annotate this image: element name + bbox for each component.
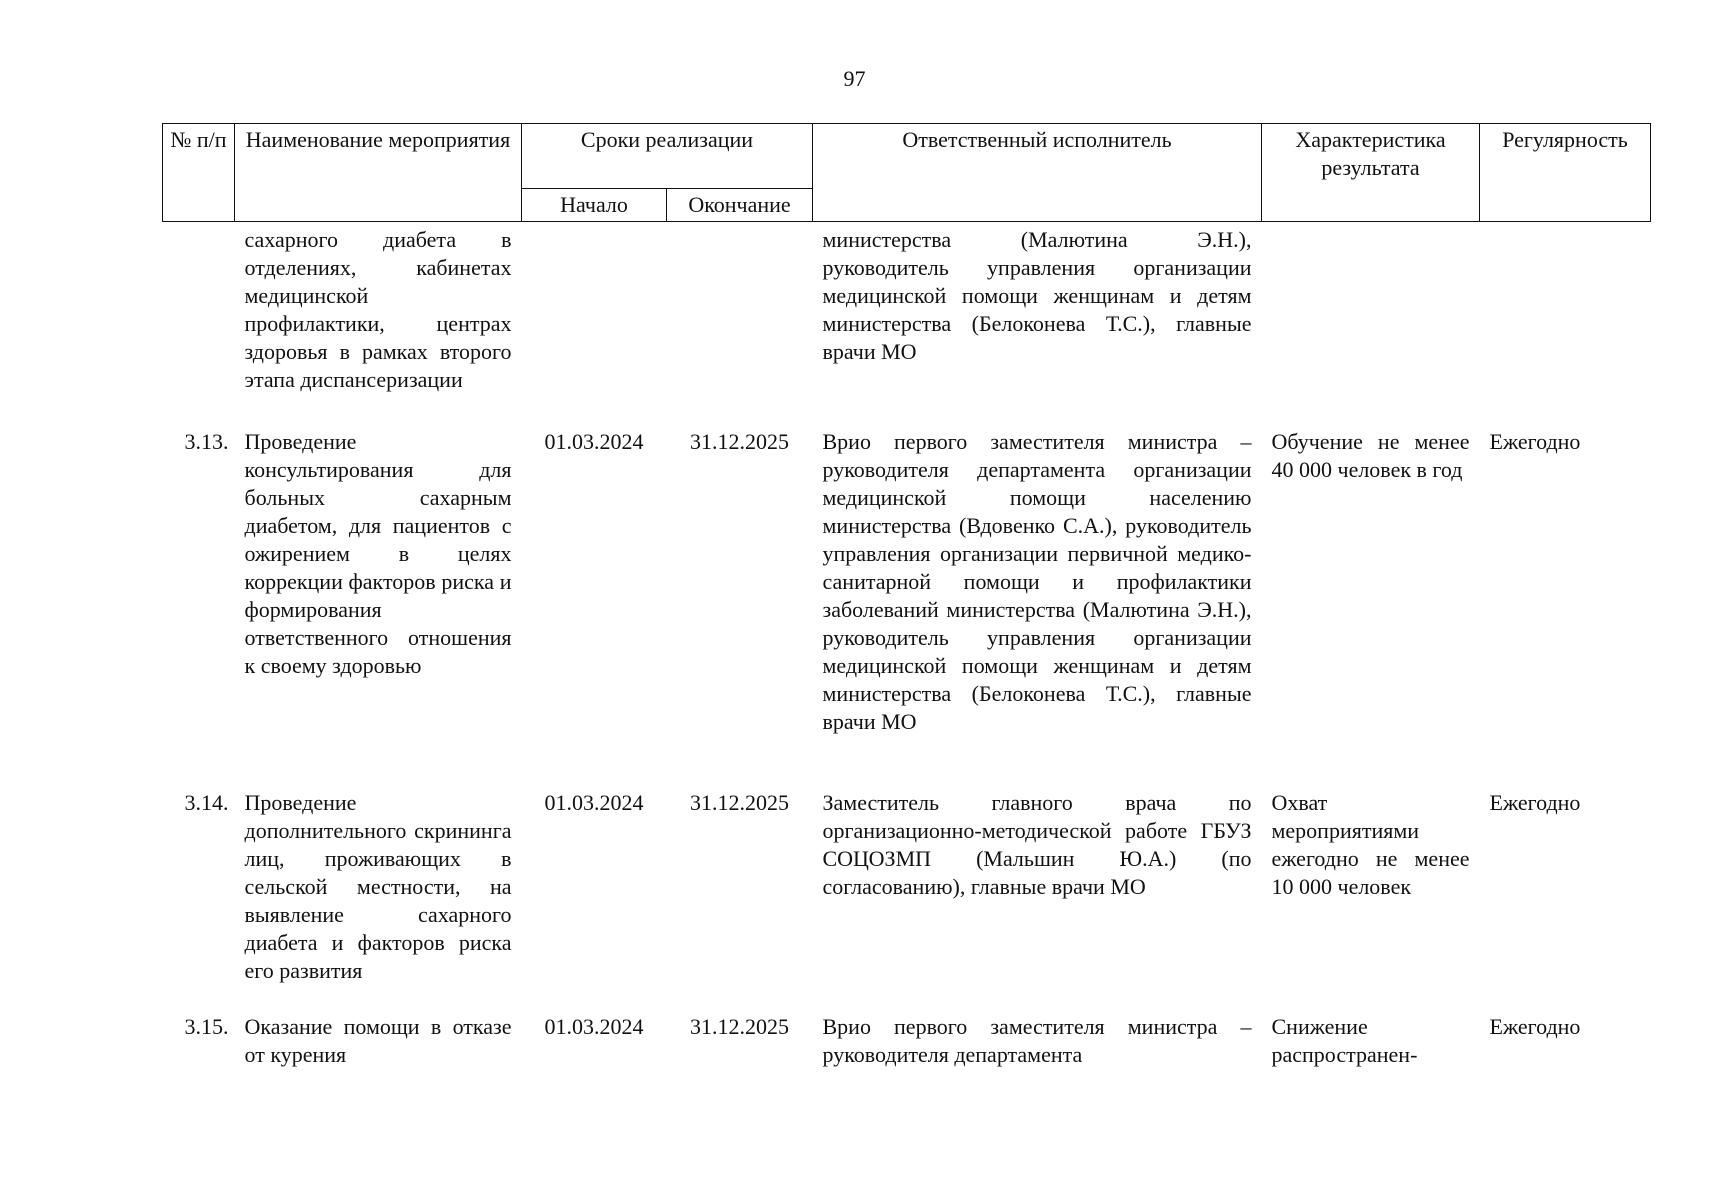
row-name: Проведение дополнительного скрининга лиц, проживающих в сельской местности, на выявление сахарного диабета и факторов риска его развития [244, 790, 512, 983]
row-start: 01.03.2024 [544, 1014, 644, 1039]
row-num [163, 222, 235, 429]
table-row [163, 222, 1651, 429]
table-row [163, 789, 1651, 1013]
row-num: 3.15. [184, 1014, 229, 1039]
row-end: 31.12.2025 [690, 790, 789, 815]
events-table [162, 123, 1651, 1069]
row-end [667, 222, 813, 429]
table-row [163, 428, 1651, 789]
row-regularity: Ежегодно [1489, 1014, 1581, 1039]
header-result: Характеристика результата [1262, 124, 1480, 222]
row-responsible: Заместитель главного врача по организационно-методической работе ГБУЗ СОЦОЗМП (Мальшин Ю.А.) (по согласованию), главные врачи МО [822, 790, 1252, 899]
row-responsible: министерства (Малютина Э.Н.), руководитель управления организации медицинской помощи женщинам и детям министерства (Белоконева Т.С.), главные врачи МО [822, 227, 1252, 364]
row-regularity: Ежегодно [1489, 790, 1581, 815]
row-end: 31.12.2025 [690, 1014, 789, 1039]
row-result [1262, 222, 1480, 429]
header-num: № п/п [163, 124, 235, 222]
header-end: Окончание [667, 189, 813, 222]
row-name: Проведение консультирования для больных сахарным диабетом, для пациентов с ожирением в целях коррекции факторов риска и формирования ответственного отношения к своему здоровью [244, 429, 512, 678]
row-start: 01.03.2024 [544, 429, 644, 454]
row-regularity [1480, 222, 1651, 429]
row-responsible: Врио первого заместителя министра – руководителя департамента организации медицинской помощи населению министерства (Вдовенко С.А.), руководитель управления организации первичной медико-санитарной помощи и профилактики заболеваний министерства (Малютина Э.Н.), руководитель управления организации медицинской помощи женщинам и детям министерства (Белоконева Т.С.), главные врачи МО [822, 429, 1252, 734]
header-regularity: Регулярность [1480, 124, 1651, 222]
row-responsible: Врио первого заместителя министра – руководителя департамента [822, 1014, 1252, 1067]
row-result: Снижение распространен- [1271, 1014, 1418, 1067]
row-result: Обучение не менее 40 000 человек в год [1271, 429, 1470, 482]
row-regularity: Ежегодно [1489, 429, 1581, 454]
table-header [163, 124, 1651, 222]
header-responsible: Ответственный исполнитель [813, 124, 1262, 222]
row-num: 3.13. [184, 429, 229, 454]
row-name: Оказание помощи в отказе от курения [244, 1014, 512, 1067]
row-end: 31.12.2025 [690, 429, 789, 454]
row-start: 01.03.2024 [544, 790, 644, 815]
row-result: Охват мероприятиями ежегодно не менее 10 000 человек [1271, 790, 1470, 899]
row-name: сахарного диабета в отделениях, кабинетах медицинской профилактики, центрах здоровья в рамках второго этапа диспансеризации [244, 227, 512, 392]
header-period: Сроки реализации [522, 124, 813, 189]
header-name: Наименование мероприятия [235, 124, 522, 222]
row-num: 3.14. [184, 790, 229, 815]
table-row [163, 1013, 1651, 1069]
header-start: Начало [522, 189, 667, 222]
page-number: 97 [843, 66, 866, 91]
row-start [522, 222, 667, 429]
